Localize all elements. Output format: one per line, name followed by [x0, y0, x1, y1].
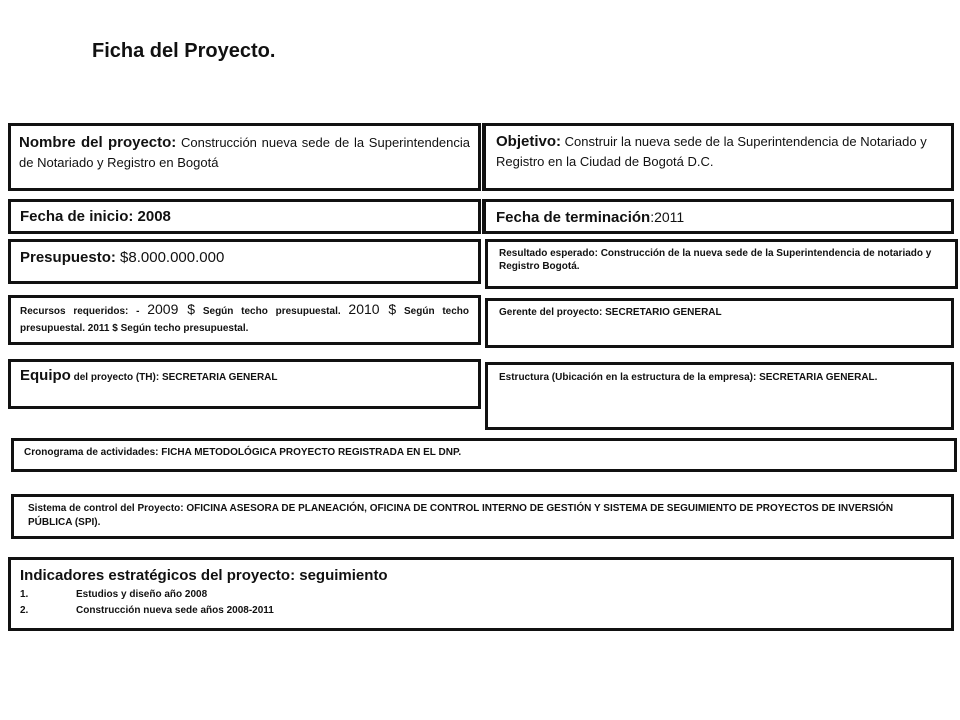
end-date-text [496, 207, 941, 228]
resources-year-2010: 2010 $ [348, 301, 397, 317]
resources-year-2009: 2009 $ [147, 301, 196, 317]
structure-text [499, 371, 940, 385]
project-name-value: Construcción nueva sede de la Superintendencia de Notariado y Registro en Bogotá [19, 135, 470, 170]
end-date-label: Fecha de terminación [496, 209, 651, 226]
activity-schedule-text [24, 446, 944, 460]
indicator-number: 2. [20, 605, 29, 616]
control-system-text [28, 502, 937, 530]
expected-result-value: Construcción de la nueva sede de la Superintendencia de notariado y Registro Bogotá. [499, 248, 932, 272]
objective-value: Construir la nueva sede de la Superintendencia de Notariado y Registro en la Ciudad de Bogotá D.C. [496, 134, 927, 169]
budget-value: $8.000.000.000 [115, 249, 225, 266]
required-resources-box [8, 295, 481, 345]
indicator-text: Construcción nueva sede años 2008-2011 [76, 605, 274, 616]
start-date-text [20, 207, 469, 227]
project-name-box [8, 123, 481, 191]
indicator-number: 1. [20, 589, 29, 600]
strategic-indicators-title: Indicadores estratégicos del proyecto: seguimiento [20, 567, 388, 584]
expected-result-box [485, 239, 958, 289]
start-date-label: Fecha de inicio: [20, 208, 138, 225]
structure-label: Estructura (Ubicación en la estructura de la empresa): [499, 372, 757, 383]
end-date-box [482, 199, 954, 234]
start-date-box [8, 199, 481, 234]
expected-result-text [499, 247, 944, 273]
required-resources-text [20, 301, 469, 337]
project-manager-box [485, 298, 954, 348]
project-team-box [8, 359, 481, 409]
control-system-label: Sistema de control del Proyecto: [28, 503, 184, 514]
control-system-value: OFICINA ASESORA DE PLANEACIÓN, OFICINA DE CONTROL INTERNO DE GESTIÓN Y SISTEMA DE SEGUIMIENTO DE PROYECTOS DE INVERSIÓN PÚBLICA (SPI). [28, 503, 894, 528]
project-team-label: Equipo [20, 367, 71, 384]
resources-text-2010-2011: Según techo presupuestal. 2011 $ Según techo presupuestal. [20, 306, 470, 334]
project-team-text [20, 365, 469, 389]
indicator-text: Estudios y diseño año 2008 [76, 589, 208, 600]
project-manager-value: SECRETARIO GENERAL [602, 307, 722, 318]
indicator-item [20, 587, 942, 603]
budget-label: Presupuesto: [20, 249, 116, 266]
control-system-box [11, 494, 954, 539]
required-resources-label: Recursos requeridos: - [20, 306, 148, 317]
objective-label: Objetivo: [496, 133, 562, 150]
end-date-value: :2011 [650, 209, 685, 225]
activity-schedule-value: FICHA METODOLÓGICA PROYECTO REGISTRADA EN EL DNP. [158, 447, 462, 458]
budget-text [20, 247, 469, 269]
activity-schedule-label: Cronograma de actividades: [24, 447, 159, 458]
project-name-label: Nombre del proyecto: [19, 134, 177, 151]
expected-result-label: Resultado esperado: [499, 248, 598, 259]
indicator-item [20, 603, 942, 619]
project-manager-text [499, 306, 940, 319]
project-manager-label: Gerente del proyecto: [499, 307, 603, 318]
objective-box [482, 123, 954, 191]
structure-box [485, 362, 954, 430]
project-name-text [19, 133, 470, 173]
project-team-value: del proyecto (TH): SECRETARIA GENERAL [70, 372, 278, 383]
strategic-indicators-box [8, 557, 954, 631]
budget-box [8, 239, 481, 284]
objective-text [496, 132, 941, 172]
activity-schedule-box [11, 438, 957, 472]
page-title: Ficha del Proyecto. [92, 40, 276, 62]
structure-value: SECRETARIA GENERAL. [756, 372, 878, 383]
start-date-value: 2008 [137, 208, 171, 225]
resources-text-2009: Según techo presupuestal. [195, 306, 349, 317]
